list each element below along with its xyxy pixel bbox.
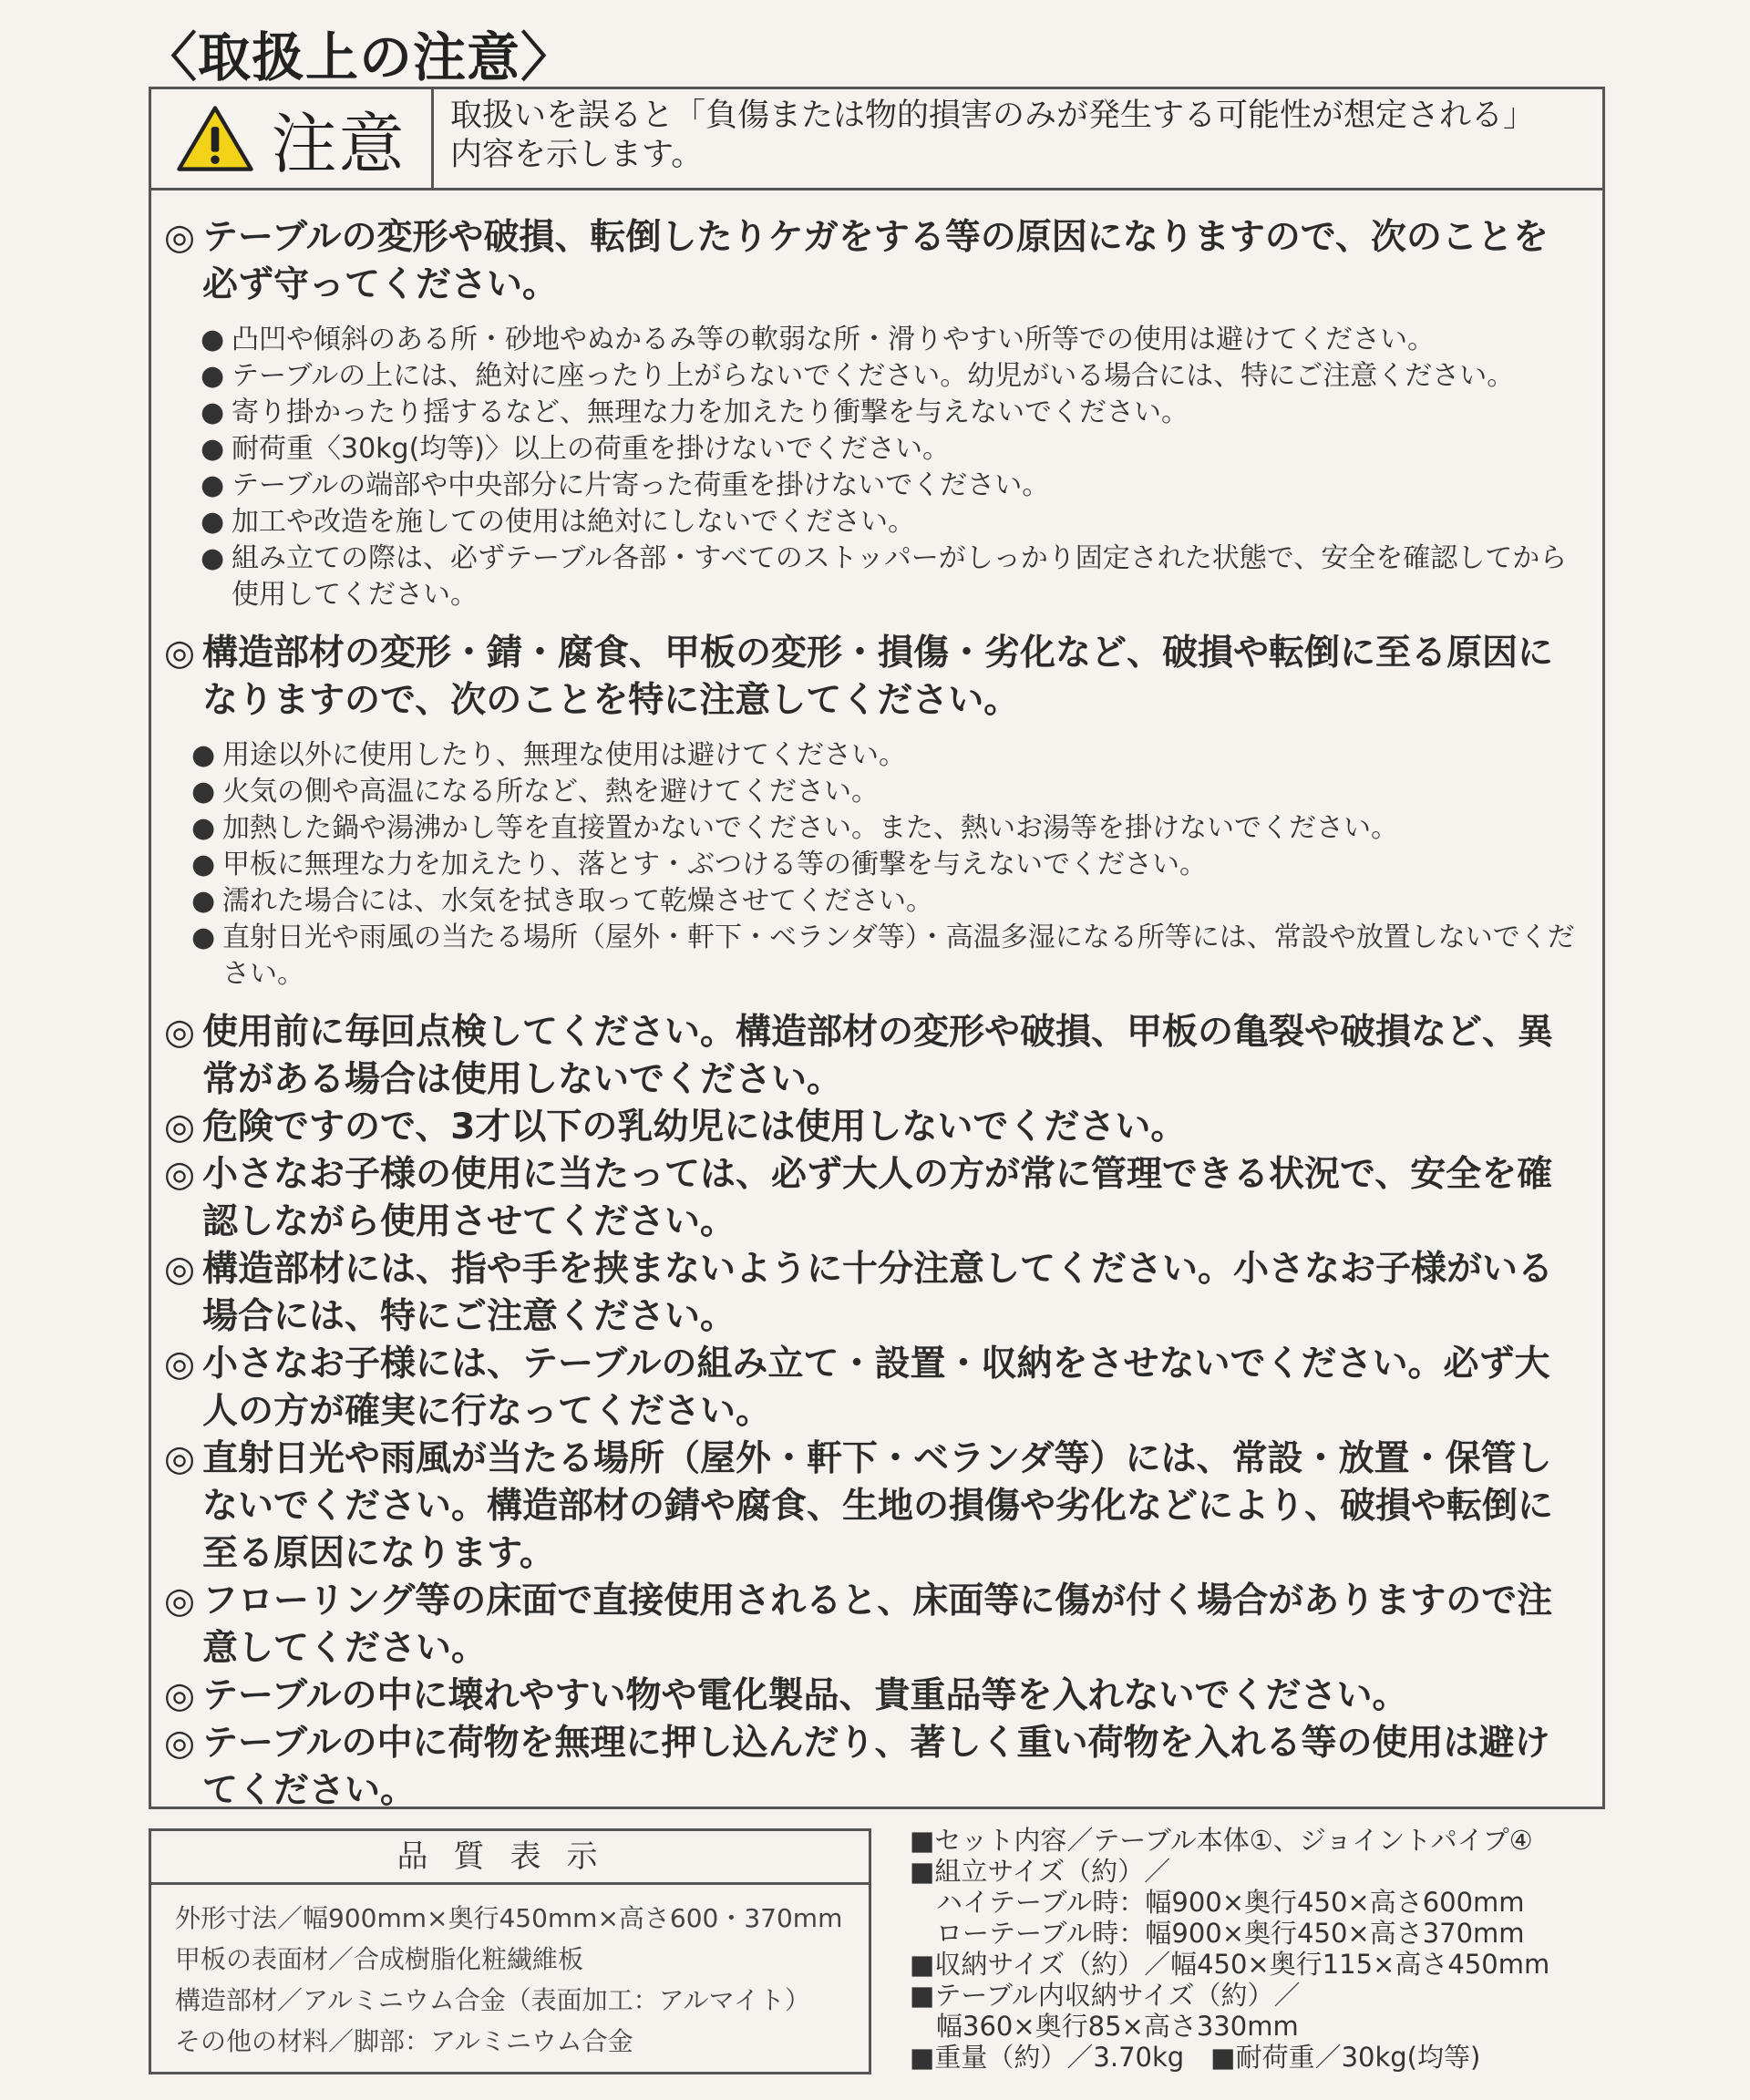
caution-sub-item-text: 寄り掛かったり揺するなど、無理な力を加えたり衝撃を与えないでください。: [232, 396, 1189, 428]
caution-sub-item-text: 耐荷重〈30kg(均等)〉以上の荷重を掛けないでください。: [232, 433, 950, 465]
double-circle-marker: ◎: [164, 217, 196, 258]
caution-item-text: 危険ですので、3才以下の乳幼児には使用しないでください。: [202, 1107, 1187, 1148]
double-circle-marker: ◎: [164, 1343, 196, 1385]
caution-item: [164, 1151, 1575, 1246]
caution-item: [164, 630, 1575, 725]
caution-item: [164, 1341, 1575, 1436]
caution-body: [151, 190, 1602, 1815]
bullet-dot: ●: [201, 469, 225, 501]
caution-sub-item: [164, 468, 1575, 504]
spec-row: ■収納サイズ（約）／幅450×奥行115×高さ450mm: [910, 1949, 1550, 1980]
caution-item: [164, 1578, 1575, 1673]
bullet-dot: ●: [201, 433, 225, 465]
caution-sub-item-text: テーブルの端部や中央部分に片寄った荷重を掛けないでください。: [232, 469, 1050, 501]
caution-box: [149, 87, 1605, 1809]
bullet-dot: ●: [201, 396, 225, 428]
caution-sub-item-text: 凸凹や傾斜のある所・砂地やぬかるみ等の軟弱な所・滑りやすい所等での使用は避けてください。: [232, 324, 1435, 355]
spec-row: ■セット内容／テーブル本体①、ジョイントパイプ④: [910, 1825, 1533, 1856]
bullet-dot: ●: [201, 324, 225, 355]
caution-sub-item: [164, 737, 1575, 774]
caution-item: [164, 214, 1575, 309]
bullet-dot: ●: [201, 542, 225, 574]
caution-item: [164, 1436, 1575, 1578]
spec-row: 幅360×奥行85×高さ330mm: [910, 2011, 1299, 2042]
caution-item-text: フローリング等の床面で直接使用されると、床面等に傷が付く場合がありますので注意してください。: [202, 1580, 1553, 1669]
double-circle-marker: ◎: [164, 1249, 196, 1290]
caution-item: [164, 1720, 1575, 1815]
caution-sub-item: [164, 774, 1575, 810]
caution-word: 注意: [271, 106, 407, 182]
bullet-dot: ●: [191, 921, 216, 953]
double-circle-marker: ◎: [164, 1580, 196, 1621]
caution-sub-item-text: 加工や改造を施しての使用は絶対にしないでください。: [232, 506, 915, 538]
spec-row: ■組立サイズ（約）／: [910, 1856, 1171, 1887]
caution-description-line: 内容を示します。: [450, 137, 704, 173]
quality-row: 外形寸法／幅900mm×奥行450mm×高さ600・370mm: [175, 1903, 843, 1933]
caution-item: [164, 1673, 1575, 1720]
caution-sub-item: [164, 847, 1575, 883]
caution-label: [151, 89, 434, 188]
caution-item-text: 直射日光や雨風が当たる場所（屋外・軒下・ベランダ等）には、常設・放置・保管しないでください。構造部材の錆や腐食、生地の損傷や劣化などにより、破損や転倒に至る原因になります。: [202, 1438, 1554, 1574]
caution-sub-item-text: 甲板に無理な力を加えたり、落とす・ぶつける等の衝撃を与えないでください。: [222, 849, 1207, 880]
quality-label-box: [149, 1828, 871, 2074]
spec-row: ■テーブル内収納サイズ（約）／: [910, 1980, 1301, 2011]
double-circle-marker: ◎: [164, 1012, 196, 1053]
double-circle-marker: ◎: [164, 1675, 196, 1716]
caution-item-text: テーブルの変形や破損、転倒したりケガをする等の原因になりますので、次のことを必ず守ってください。: [202, 217, 1549, 305]
caution-sub-item-text: 用途以外に使用したり、無理な使用は避けてください。: [222, 739, 906, 771]
caution-item-text: テーブルの中に荷物を無理に押し込んだり、著しく重い荷物を入れる等の使用は避けてください。: [202, 1723, 1550, 1811]
spec-row: ■重量（約）／3.70kg ■耐荷重／30kg(均等): [910, 2042, 1481, 2073]
caution-item-text: 構造部材の変形・錆・腐食、甲板の変形・損傷・劣化など、破損や転倒に至る原因になりますので、次のことを特に注意してください。: [202, 633, 1554, 721]
spec-row: ハイテーブル時：幅900×奥行450×高さ600mm: [910, 1887, 1525, 1918]
caution-sub-item: [164, 920, 1575, 993]
caution-sub-item: [164, 395, 1575, 431]
bullet-dot: ●: [201, 360, 225, 392]
caution-item-text: テーブルの中に壊れやすい物や電化製品、貴重品等を入れないでください。: [202, 1675, 1408, 1716]
caution-item: [164, 1246, 1575, 1341]
caution-description: [434, 89, 1602, 188]
caution-item-text: 小さなお子様には、テーブルの組み立て・設置・収納をさせないでください。必ず大人の方が確実に行なってください。: [202, 1343, 1550, 1432]
quality-row: 甲板の表面材／合成樹脂化粧繊維板: [175, 1944, 584, 1974]
spec-list: [910, 1825, 1730, 2073]
caution-item-text: 使用前に毎回点検してください。構造部材の変形や破損、甲板の亀裂や破損など、異常がある場合は使用しないでください。: [202, 1012, 1554, 1100]
caution-sub-item: [164, 540, 1575, 613]
caution-sub-item: [164, 358, 1575, 395]
bullet-dot: ●: [191, 739, 216, 771]
quality-row: その他の材料／脚部：アルミニウム合金: [175, 2026, 633, 2056]
bullet-dot: ●: [191, 849, 216, 880]
caution-sub-item: [164, 431, 1575, 468]
double-circle-marker: ◎: [164, 1154, 196, 1195]
caution-sub-list: [164, 737, 1575, 993]
page-title: 〈取扱上の注意〉: [144, 26, 575, 88]
caution-description-line: 取扱いを誤ると「負傷または物的損害のみが発生する可能性が想定される」: [450, 98, 1536, 134]
caution-sub-item: [164, 504, 1575, 540]
quality-row: 構造部材／アルミニウム合金（表面加工：アルマイト）: [175, 1985, 810, 2015]
caution-item: [164, 1009, 1575, 1104]
caution-item-text: 構造部材には、指や手を挟まないように十分注意してください。小さなお子様がいる場合には、特にご注意ください。: [202, 1249, 1554, 1337]
double-circle-marker: ◎: [164, 1723, 196, 1764]
caution-sub-item-text: 火気の側や高温になる所など、熱を避けてください。: [222, 776, 879, 808]
caution-sub-item-text: 濡れた場合には、水気を拭き取って乾燥させてください。: [222, 885, 933, 917]
caution-item: [164, 1104, 1575, 1151]
warning-triangle-icon: [176, 105, 254, 172]
caution-sub-item: [164, 322, 1575, 358]
caution-sub-item: [164, 810, 1575, 847]
caution-header: [151, 89, 1602, 190]
caution-sub-item-text: 加熱した鍋や湯沸かし等を直接置かないでください。また、熱いお湯等を掛けないでください。: [222, 812, 1398, 844]
caution-sub-item-text: テーブルの上には、絶対に座ったり上がらないでください。幼児がいる場合には、特にご注意ください。: [232, 360, 1515, 392]
bullet-dot: ●: [191, 776, 216, 808]
quality-title: 品質表示: [151, 1831, 869, 1885]
bullet-dot: ●: [191, 885, 216, 917]
bullet-dot: ●: [201, 506, 225, 538]
caution-item-text: 小さなお子様の使用に当たっては、必ず大人の方が常に管理できる状況で、安全を確認しながら使用させてください。: [202, 1154, 1553, 1242]
caution-list: [164, 214, 1575, 1815]
caution-sub-item-text: 直射日光や雨風の当たる場所（屋外・軒下・ベランダ等）・高温多湿になる所等には、常設や放置しないでください。: [222, 921, 1575, 990]
caution-sub-list: [164, 322, 1575, 613]
spec-row: ローテーブル時：幅900×奥行450×高さ370mm: [910, 1918, 1525, 1949]
double-circle-marker: ◎: [164, 1438, 196, 1479]
bullet-dot: ●: [191, 812, 216, 844]
double-circle-marker: ◎: [164, 1107, 196, 1148]
caution-sub-item: [164, 883, 1575, 920]
quality-rows: [151, 1885, 869, 2062]
caution-sub-item-text: 組み立ての際は、必ずテーブル各部・すべてのストッパーがしっかり固定された状態で、安全を確認してから使用してください。: [232, 542, 1568, 611]
double-circle-marker: ◎: [164, 633, 196, 674]
